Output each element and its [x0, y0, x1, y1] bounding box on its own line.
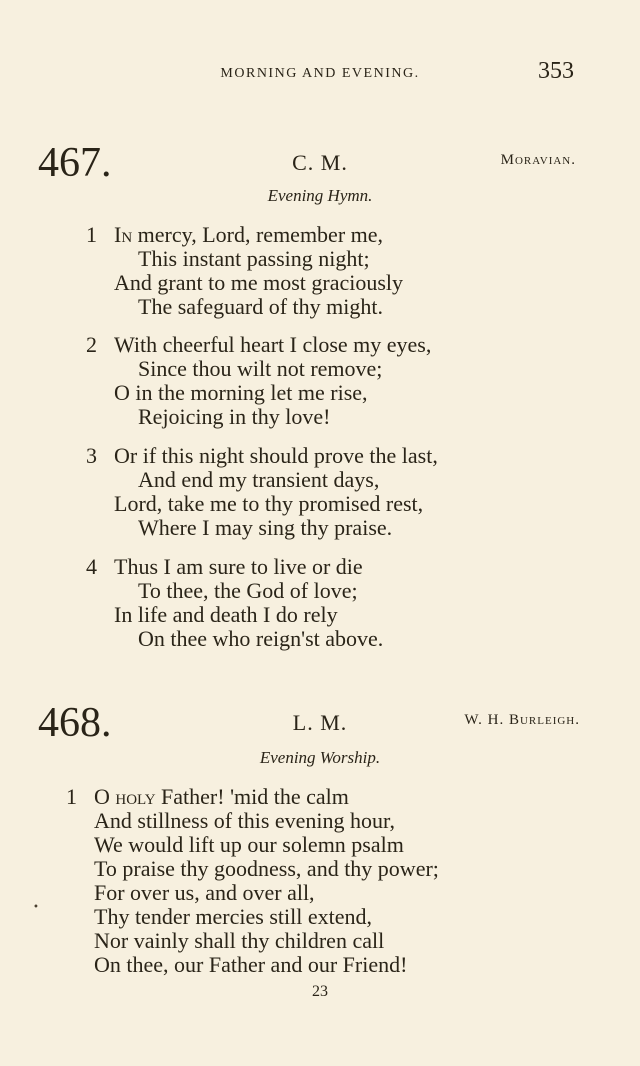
hymn-467-header — [0, 142, 640, 188]
stanza-1 — [0, 785, 640, 977]
stanza-1 — [0, 223, 640, 319]
stanza-line: O in the morning let me rise, — [114, 380, 368, 405]
stanza-line: Where I may sing thy praise. — [138, 515, 393, 540]
stanza-line: Since thou wilt not remove; — [138, 356, 383, 381]
verse-number: 1 — [86, 222, 97, 247]
stanza-line: This instant passing night; — [138, 246, 370, 271]
stanza-line: And stillness of this evening hour, — [94, 808, 395, 833]
stanza-line: The safeguard of thy might. — [138, 294, 383, 319]
hymn-meter: L. M. — [292, 710, 348, 735]
signature-mark: 23 — [312, 983, 328, 1000]
stanza-line: With cheerful heart I close my eyes, — [114, 332, 432, 357]
margin-mark: • — [33, 902, 39, 913]
verse-number: 2 — [86, 332, 97, 357]
verse-number: 4 — [86, 554, 97, 579]
hymn-meter: C. M. — [292, 150, 348, 175]
stanza-line: On thee who reign'st above. — [138, 626, 384, 651]
stanza-lead-word: O holy — [94, 784, 156, 809]
stanza-line: To praise thy goodness, and thy power; — [94, 856, 439, 881]
stanza-line: Rejoicing in thy love! — [138, 404, 331, 429]
stanza-line: Father! 'mid the calm — [161, 784, 349, 809]
stanza-lead-word: In — [114, 222, 133, 247]
hymn-author: W. H. Burleigh. — [464, 712, 580, 728]
hymn-subtitle: Evening Hymn. — [267, 186, 373, 205]
running-head: MORNING AND EVENING. — [220, 66, 420, 81]
hymn-author: Moravian. — [500, 152, 576, 168]
stanza-line: For over us, and over all, — [94, 880, 315, 905]
hymn-subtitle: Evening Worship. — [259, 748, 381, 767]
stanza-line: On thee, our Father and our Friend! — [94, 952, 408, 977]
verse-number: 1 — [66, 784, 77, 809]
hymn-468-header — [0, 702, 640, 748]
hymn-number: 467. — [38, 140, 112, 186]
stanza-line: Or if this night should prove the last, — [114, 443, 438, 468]
page-number: 353 — [538, 58, 574, 84]
stanza-line: Lord, take me to thy promised rest, — [114, 491, 424, 516]
hymn-number: 468. — [38, 700, 112, 746]
verse-number: 3 — [86, 443, 97, 468]
stanza-4 — [0, 555, 640, 651]
stanza-line: In life and death I do rely — [114, 602, 338, 627]
stanza-line: We would lift up our solemn psalm — [94, 832, 404, 857]
stanza-line: Thy tender mercies still extend, — [94, 904, 372, 929]
stanza-line: And grant to me most graciously — [114, 270, 404, 295]
stanza-line: To thee, the God of love; — [138, 578, 358, 603]
stanza-line: And end my transient days, — [138, 467, 380, 492]
stanza-line: Nor vainly shall thy children call — [94, 928, 385, 953]
stanza-line: Thus I am sure to live or die — [114, 554, 363, 579]
stanza-line: mercy, Lord, remember me, — [137, 222, 384, 247]
stanza-2 — [0, 333, 640, 429]
stanza-3 — [0, 444, 640, 540]
